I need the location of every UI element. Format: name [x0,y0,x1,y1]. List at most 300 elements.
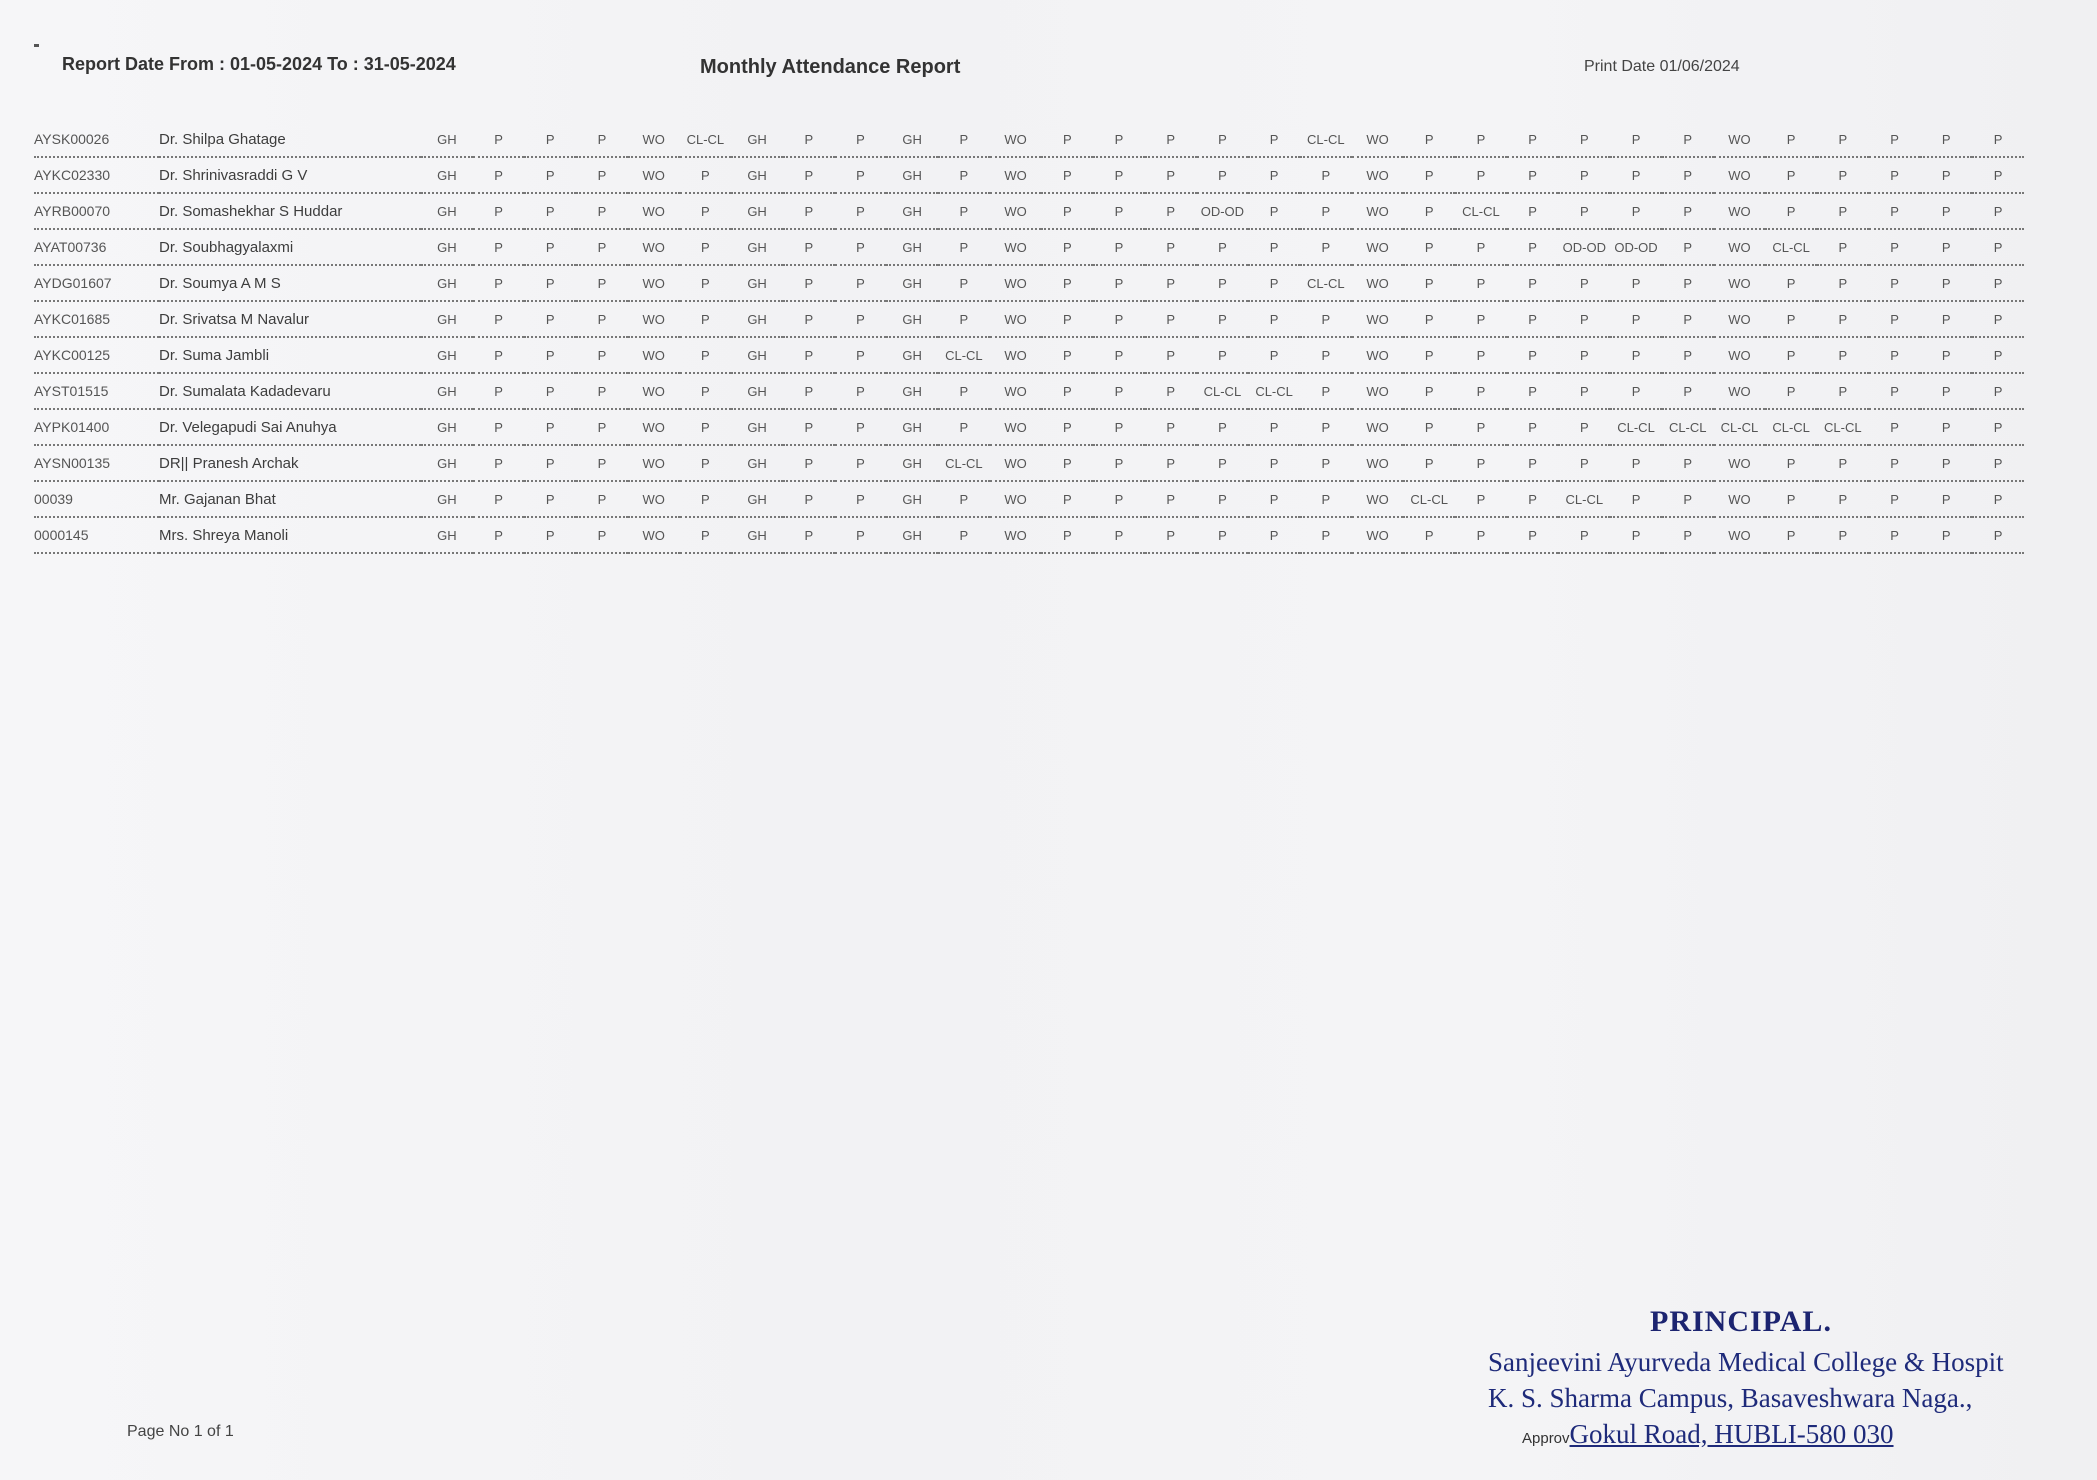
attendance-code: CL-CL [1300,122,1352,157]
attendance-code: P [1662,193,1714,229]
attendance-code: P [835,337,887,373]
attendance-code: P [1869,337,1921,373]
attendance-code: CL-CL [1714,409,1766,445]
attendance-code: GH [421,265,473,301]
attendance-code: GH [731,193,783,229]
attendance-code: WO [628,373,680,409]
attendance-code: P [1455,337,1507,373]
table-row [34,409,2024,445]
attendance-code: P [1403,517,1455,553]
attendance-code: P [680,517,732,553]
attendance-code: P [1041,517,1093,553]
attendance-code: P [1197,409,1249,445]
attendance-code: P [783,373,835,409]
attendance-code: GH [886,517,938,553]
attendance-table [34,122,2024,554]
attendance-code: P [1197,157,1249,193]
attendance-code: P [1610,301,1662,337]
attendance-code: WO [990,481,1042,517]
attendance-code: P [1920,229,1972,265]
attendance-code: P [835,517,887,553]
attendance-code: P [1558,157,1610,193]
employee-id: AYKC01685 [34,301,159,337]
employee-id: 00039 [34,481,159,517]
stamp-college-name: Sanjeevini Ayurveda Medical College & Hospit [1488,1347,2004,1377]
attendance-code: P [524,481,576,517]
attendance-code: P [1093,301,1145,337]
attendance-code: P [938,373,990,409]
attendance-code: P [1507,337,1559,373]
employee-id: AYKC00125 [34,337,159,373]
attendance-code: P [473,301,525,337]
attendance-code: GH [421,337,473,373]
attendance-code: P [1507,193,1559,229]
attendance-code: WO [990,301,1042,337]
attendance-code: P [1817,373,1869,409]
attendance-code: GH [886,122,938,157]
attendance-code: P [576,481,628,517]
attendance-code: P [524,373,576,409]
attendance-code: GH [731,157,783,193]
attendance-code: P [1403,301,1455,337]
employee-name: Mrs. Shreya Manoli [159,517,421,553]
attendance-code: P [1248,481,1300,517]
attendance-code: WO [628,517,680,553]
attendance-code: P [680,229,732,265]
attendance-code: P [1507,122,1559,157]
attendance-code: P [1145,409,1197,445]
attendance-code: P [473,517,525,553]
attendance-code: P [680,301,732,337]
attendance-code: P [783,409,835,445]
attendance-code: GH [886,265,938,301]
attendance-code: GH [731,373,783,409]
table-row [34,337,2024,373]
attendance-code: P [1145,157,1197,193]
attendance-code: P [473,337,525,373]
attendance-code: GH [421,301,473,337]
attendance-code: GH [731,265,783,301]
attendance-code: P [1093,409,1145,445]
attendance-code: P [938,409,990,445]
attendance-code: P [1662,337,1714,373]
attendance-code: P [1403,265,1455,301]
attendance-code: CL-CL [938,337,990,373]
attendance-code: P [680,337,732,373]
attendance-code: P [1300,445,1352,481]
attendance-code: P [524,517,576,553]
attendance-code: OD-OD [1610,229,1662,265]
attendance-code: P [1610,481,1662,517]
attendance-code: CL-CL [680,122,732,157]
attendance-code: P [1248,229,1300,265]
table-row [34,193,2024,229]
attendance-code: P [1558,193,1610,229]
attendance-code: GH [421,157,473,193]
employee-name: Dr. Somashekhar S Huddar [159,193,421,229]
attendance-code: P [1765,157,1817,193]
attendance-code: P [1248,337,1300,373]
attendance-code: P [1765,517,1817,553]
attendance-code: P [1300,193,1352,229]
employee-name: Dr. Sumalata Kadadevaru [159,373,421,409]
employee-name: Dr. Shilpa Ghatage [159,122,421,157]
attendance-code: P [1920,301,1972,337]
attendance-code: P [1145,481,1197,517]
attendance-code: P [1300,481,1352,517]
attendance-code: P [1558,122,1610,157]
attendance-code: P [524,193,576,229]
attendance-code: P [1920,122,1972,157]
attendance-code: P [1403,409,1455,445]
employee-id: AYDG01607 [34,265,159,301]
attendance-code: P [473,193,525,229]
employee-id: 0000145 [34,517,159,553]
attendance-code: GH [731,337,783,373]
table-row [34,265,2024,301]
attendance-code: P [1662,157,1714,193]
attendance-code: P [524,301,576,337]
table-row [34,517,2024,553]
attendance-code: WO [628,265,680,301]
attendance-code: P [1972,409,2024,445]
stamp-address [1522,1419,1894,1450]
attendance-code: P [1765,337,1817,373]
attendance-code: P [524,157,576,193]
attendance-code: P [1920,157,1972,193]
attendance-code: P [1817,157,1869,193]
table-row [34,157,2024,193]
employee-name: Mr. Gajanan Bhat [159,481,421,517]
attendance-code: WO [1714,229,1766,265]
attendance-code: P [1145,122,1197,157]
attendance-code: P [1869,409,1921,445]
attendance-code: WO [1714,193,1766,229]
attendance-code: P [1972,265,2024,301]
attendance-code: P [1248,265,1300,301]
attendance-code: P [1765,481,1817,517]
attendance-code: P [783,445,835,481]
attendance-code: P [783,481,835,517]
attendance-code: P [938,157,990,193]
attendance-code: GH [886,409,938,445]
attendance-code: P [1817,193,1869,229]
attendance-code: WO [1352,157,1404,193]
attendance-code: GH [886,445,938,481]
attendance-code: GH [886,337,938,373]
attendance-code: P [1869,517,1921,553]
employee-id: AYRB00070 [34,193,159,229]
attendance-code: P [473,481,525,517]
attendance-code: P [576,517,628,553]
attendance-code: P [1145,229,1197,265]
attendance-code: GH [421,229,473,265]
attendance-code: WO [990,517,1042,553]
attendance-code: P [680,445,732,481]
attendance-code: P [1145,445,1197,481]
attendance-code: GH [731,481,783,517]
attendance-code: P [576,373,628,409]
attendance-code: P [1869,122,1921,157]
print-date: Print Date 01/06/2024 [1584,58,1740,75]
attendance-code: P [680,265,732,301]
attendance-code: CL-CL [1197,373,1249,409]
attendance-code: P [1817,481,1869,517]
attendance-code: P [783,337,835,373]
attendance-code: GH [731,445,783,481]
attendance-code: P [1248,301,1300,337]
attendance-code: P [680,409,732,445]
attendance-code: P [473,445,525,481]
attendance-code: WO [990,337,1042,373]
attendance-code: P [1093,337,1145,373]
attendance-code: GH [886,157,938,193]
attendance-code: P [1093,122,1145,157]
attendance-code: CL-CL [1248,373,1300,409]
attendance-code: P [1610,337,1662,373]
attendance-code: P [524,122,576,157]
attendance-code: P [576,337,628,373]
attendance-code: P [1817,517,1869,553]
attendance-code: P [1662,122,1714,157]
attendance-code: P [1455,122,1507,157]
attendance-code: WO [1352,373,1404,409]
attendance-code: P [1197,481,1249,517]
attendance-code: P [1093,373,1145,409]
attendance-code: P [783,517,835,553]
attendance-code: P [1558,445,1610,481]
attendance-code: P [1610,122,1662,157]
attendance-code: P [1920,337,1972,373]
attendance-code: P [1972,373,2024,409]
attendance-code: P [473,409,525,445]
attendance-code: CL-CL [1662,409,1714,445]
attendance-code: P [1093,193,1145,229]
attendance-code: WO [1714,157,1766,193]
attendance-code: WO [990,157,1042,193]
attendance-code: P [1145,517,1197,553]
attendance-code: P [783,193,835,229]
attendance-code: CL-CL [1558,481,1610,517]
attendance-code: P [1610,517,1662,553]
attendance-code: P [1869,481,1921,517]
attendance-code: WO [628,301,680,337]
attendance-code: P [1765,193,1817,229]
attendance-code: P [1920,445,1972,481]
attendance-code: P [1041,301,1093,337]
attendance-code: P [938,265,990,301]
attendance-code: WO [990,265,1042,301]
attendance-code: P [576,265,628,301]
attendance-code: P [938,229,990,265]
attendance-code: P [1662,301,1714,337]
attendance-code: P [1558,373,1610,409]
attendance-code: P [1507,481,1559,517]
attendance-code: P [1920,409,1972,445]
attendance-code: P [473,373,525,409]
attendance-code: P [1455,301,1507,337]
attendance-code: P [524,265,576,301]
attendance-code: P [1455,373,1507,409]
attendance-code: CL-CL [1455,193,1507,229]
attendance-code: P [835,481,887,517]
attendance-code: P [1145,301,1197,337]
attendance-code: P [783,157,835,193]
stamp-campus: K. S. Sharma Campus, Basaveshwara Naga., [1488,1383,1973,1413]
attendance-code: P [1920,481,1972,517]
attendance-code: P [473,229,525,265]
employee-id: AYSN00135 [34,445,159,481]
attendance-code: P [1972,122,2024,157]
attendance-code: P [1248,445,1300,481]
attendance-code: WO [990,229,1042,265]
attendance-code: P [1300,157,1352,193]
employee-name: DR|| Pranesh Archak [159,445,421,481]
attendance-code: P [1662,373,1714,409]
employee-id: AYSK00026 [34,122,159,157]
attendance-code: P [1662,445,1714,481]
attendance-code: CL-CL [1765,409,1817,445]
attendance-code: WO [1714,481,1766,517]
attendance-code: P [835,229,887,265]
attendance-code: P [1300,409,1352,445]
attendance-code: WO [1352,337,1404,373]
attendance-code: CL-CL [1403,481,1455,517]
attendance-code: P [1765,373,1817,409]
attendance-code: P [1041,373,1093,409]
attendance-code: WO [1352,481,1404,517]
attendance-code: P [835,265,887,301]
attendance-code: P [1662,517,1714,553]
attendance-code: P [1041,157,1093,193]
attendance-code: GH [886,193,938,229]
attendance-code: P [1145,373,1197,409]
attendance-code: WO [990,122,1042,157]
attendance-code: P [1093,481,1145,517]
attendance-code: GH [731,229,783,265]
attendance-code: P [835,409,887,445]
attendance-code: P [1558,409,1610,445]
attendance-code: P [1403,229,1455,265]
attendance-code: GH [731,517,783,553]
attendance-code: GH [886,229,938,265]
attendance-code: P [524,229,576,265]
attendance-code: P [1610,265,1662,301]
attendance-code: P [576,445,628,481]
attendance-code: P [1920,193,1972,229]
attendance-code: P [783,301,835,337]
attendance-code: GH [886,481,938,517]
attendance-code: P [938,517,990,553]
attendance-code: P [1248,409,1300,445]
attendance-code: P [1765,265,1817,301]
attendance-code: GH [886,301,938,337]
attendance-code: P [1041,445,1093,481]
attendance-code: P [1248,517,1300,553]
attendance-code: WO [1714,445,1766,481]
attendance-code: P [1765,445,1817,481]
attendance-code: P [1455,445,1507,481]
table-row [34,373,2024,409]
attendance-code: P [576,157,628,193]
attendance-code: GH [731,301,783,337]
attendance-code: P [1610,373,1662,409]
attendance-code: P [1507,517,1559,553]
attendance-code: WO [628,481,680,517]
attendance-code: WO [628,157,680,193]
attendance-code: P [1817,229,1869,265]
attendance-code: P [1093,265,1145,301]
attendance-code: P [1558,337,1610,373]
attendance-code: P [1558,265,1610,301]
attendance-code: CL-CL [1817,409,1869,445]
employee-id: AYST01515 [34,373,159,409]
attendance-code: P [783,265,835,301]
attendance-code: P [1869,373,1921,409]
attendance-code: WO [628,445,680,481]
attendance-code: CL-CL [938,445,990,481]
employee-name: Dr. Srivatsa M Navalur [159,301,421,337]
attendance-code: GH [731,122,783,157]
attendance-code: P [783,122,835,157]
attendance-code: P [1507,157,1559,193]
attendance-code: P [1145,193,1197,229]
employee-id: AYAT00736 [34,229,159,265]
report-date-range: Report Date From : 01-05-2024 To : 31-05-2024 [62,54,456,74]
attendance-code: P [473,122,525,157]
attendance-code: P [1507,301,1559,337]
attendance-code: P [1041,229,1093,265]
attendance-code: P [1920,373,1972,409]
attendance-code: P [835,445,887,481]
attendance-code: P [1558,301,1610,337]
attendance-code: P [938,301,990,337]
attendance-code: GH [421,517,473,553]
attendance-code: WO [1352,445,1404,481]
attendance-code: P [1041,122,1093,157]
attendance-code: P [524,409,576,445]
attendance-code: P [1972,301,2024,337]
attendance-code: P [576,301,628,337]
attendance-code: WO [1352,517,1404,553]
attendance-code: P [1041,481,1093,517]
attendance-code: WO [1714,265,1766,301]
attendance-code: P [1869,157,1921,193]
attendance-code: GH [421,481,473,517]
attendance-code: GH [421,373,473,409]
attendance-code: P [1455,517,1507,553]
attendance-code: WO [1714,122,1766,157]
attendance-code: GH [421,193,473,229]
attendance-code: P [1507,445,1559,481]
attendance-code: P [1869,265,1921,301]
attendance-code: P [576,229,628,265]
attendance-code: P [1662,229,1714,265]
attendance-code: WO [990,193,1042,229]
attendance-code: P [1455,157,1507,193]
attendance-code: P [1455,265,1507,301]
attendance-code: WO [1714,301,1766,337]
attendance-code: P [938,122,990,157]
attendance-code: OD-OD [1197,193,1249,229]
attendance-code: P [1507,265,1559,301]
employee-name: Dr. Velegapudi Sai Anuhya [159,409,421,445]
attendance-code: P [473,157,525,193]
attendance-code: P [1403,337,1455,373]
attendance-code: P [1248,193,1300,229]
attendance-code: P [1093,157,1145,193]
attendance-code: P [1300,301,1352,337]
